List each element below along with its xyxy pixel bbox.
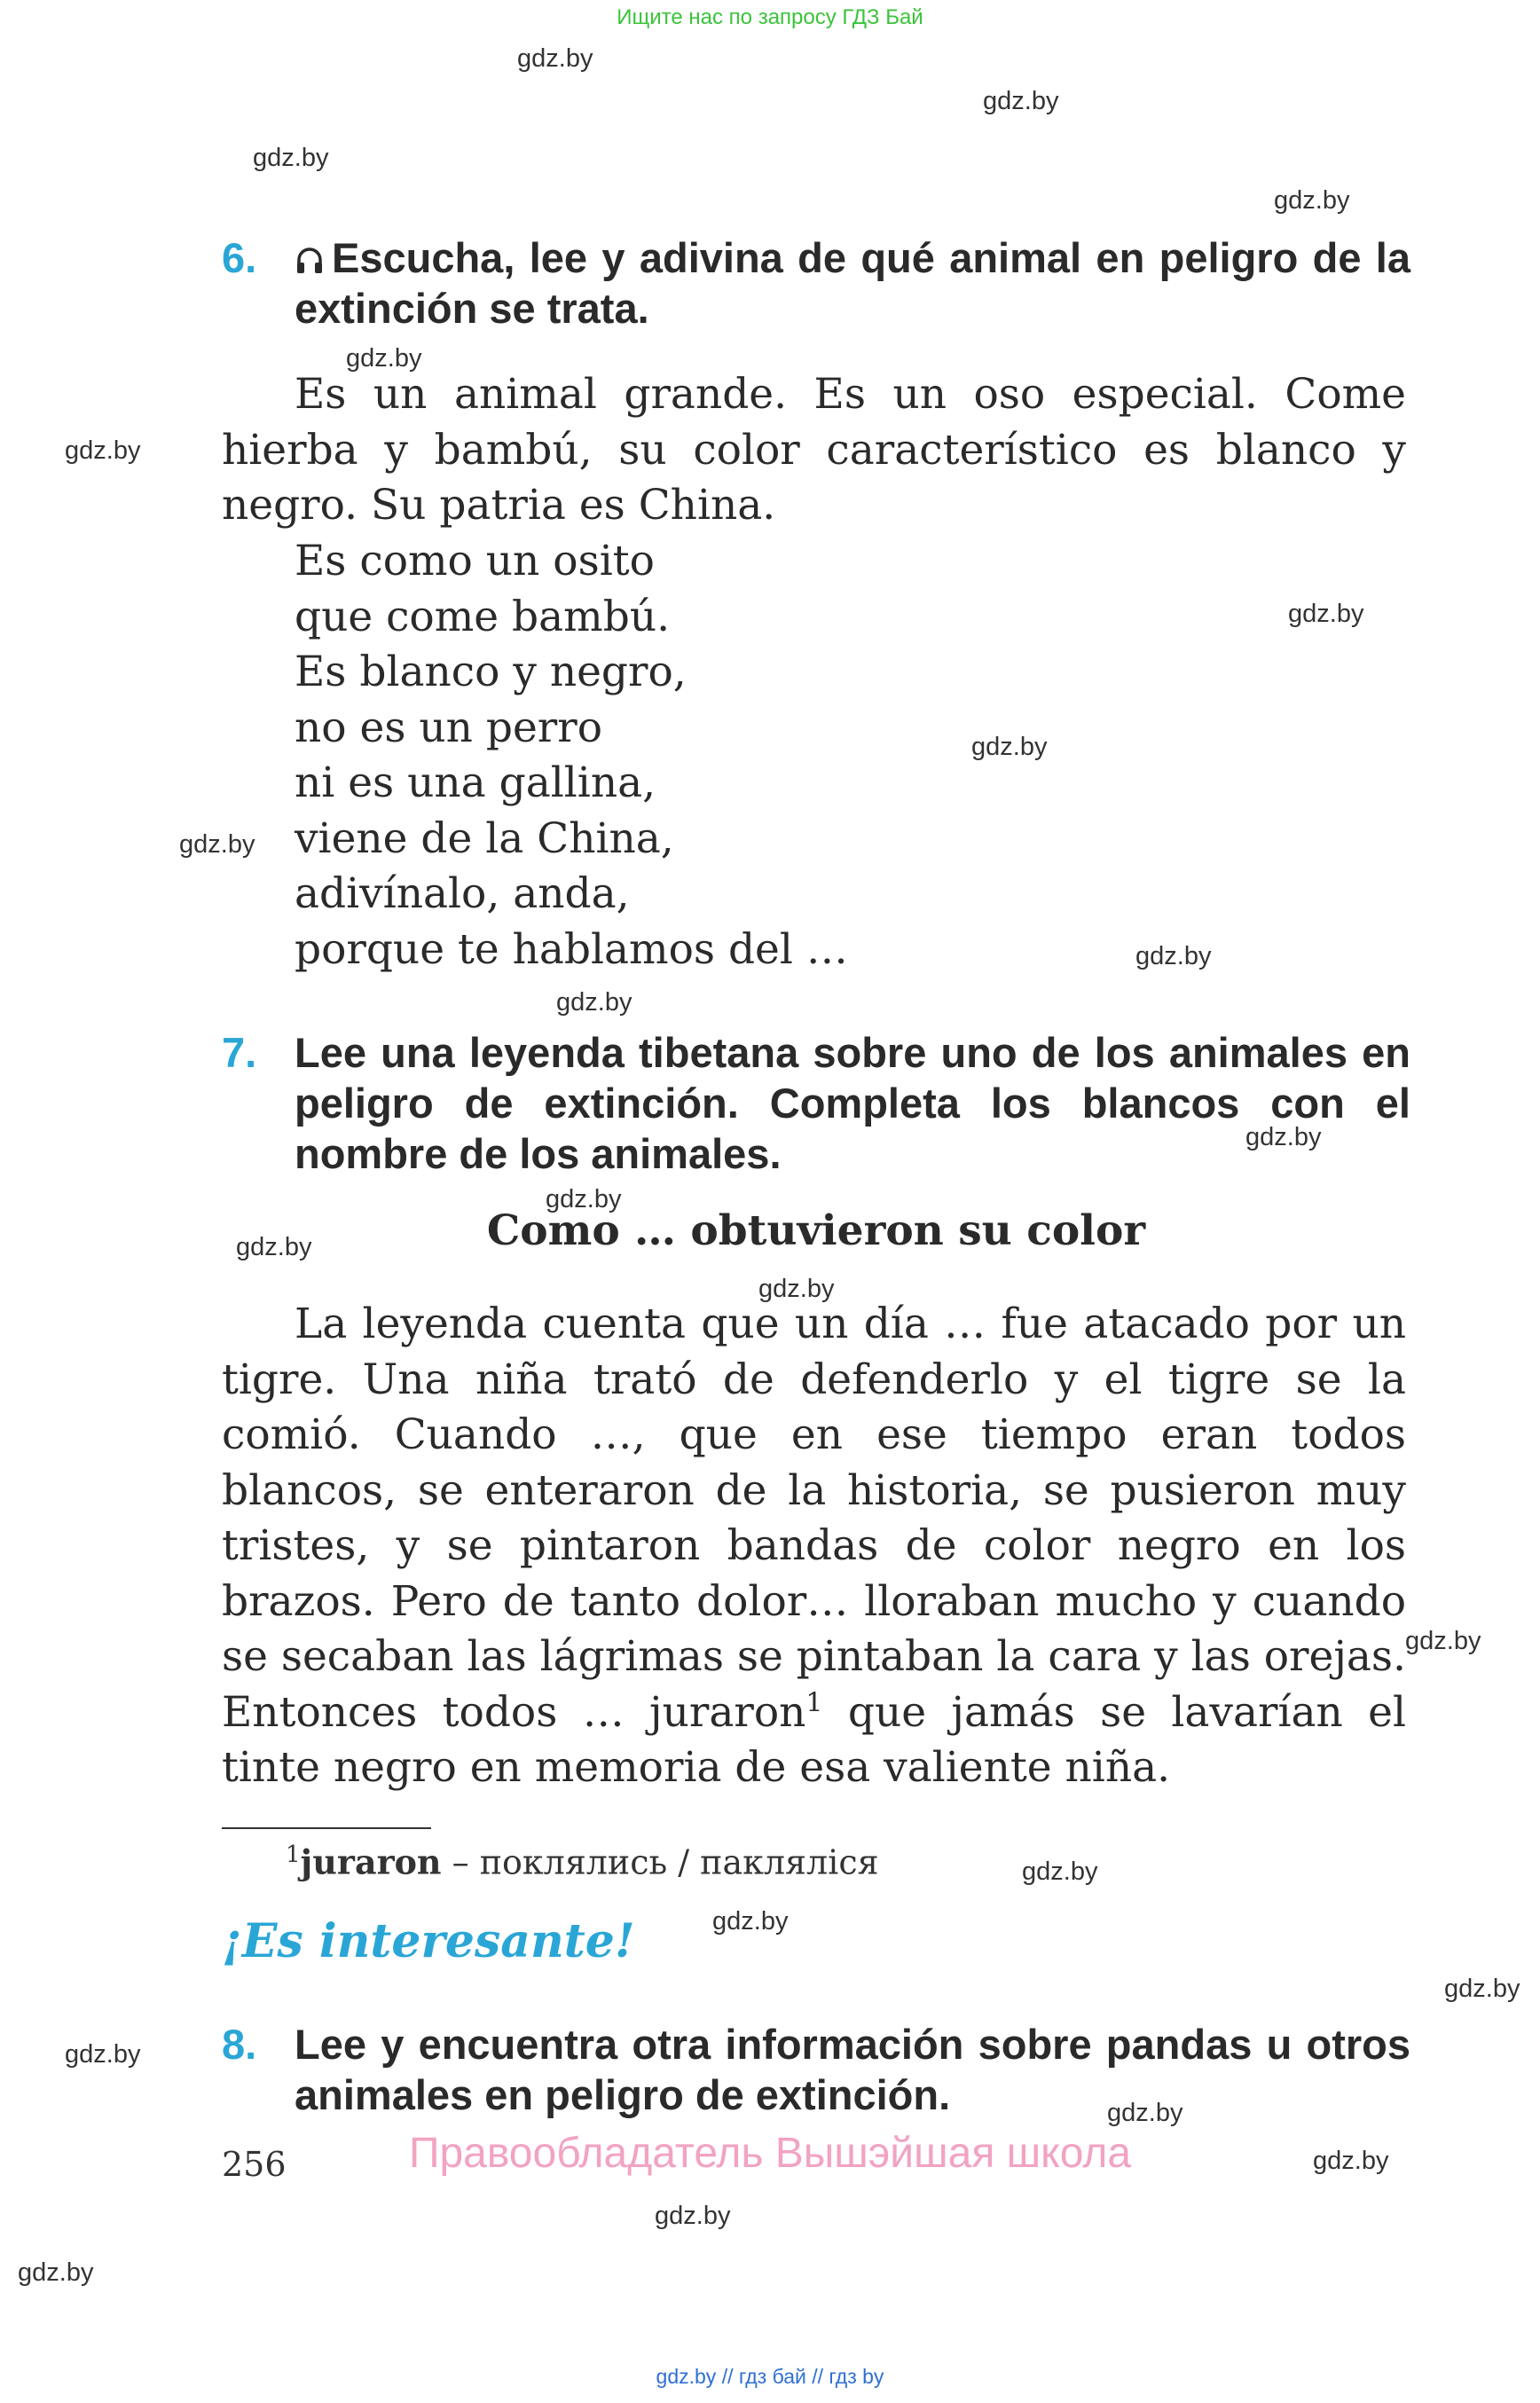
task-6-paragraph <box>222 367 1406 534</box>
legend-title: Como … obtuvieron su color <box>486 1206 1146 1255</box>
legend-text-part-2: que jamás se lavarían el tinte negro en memoria de esa valiente niña. <box>222 1687 1406 1792</box>
legend-text <box>222 1297 1406 1796</box>
watermark: gdz.by <box>546 1185 622 1213</box>
watermark: gdz.by <box>1313 2147 1389 2175</box>
watermark: gdz.by <box>971 733 1048 761</box>
watermark: gdz.by <box>179 830 255 859</box>
task-instruction <box>295 232 1410 334</box>
poem-line: porque te hablamos del … <box>295 924 848 974</box>
task-instruction: Lee y encuentra otra información sobre pandas u otros animales en peligro de extinción. <box>295 2021 1410 2118</box>
watermark: gdz.by <box>655 2202 731 2230</box>
watermark: gdz.by <box>1107 2099 1183 2127</box>
watermark: gdz.by <box>346 344 422 373</box>
poem-line: ni es una gallina, <box>295 758 656 807</box>
headphones-icon <box>295 246 325 276</box>
watermark: gdz.by <box>1288 600 1364 628</box>
legend-text-part-1: La leyenda cuenta que un día … fue atacado por un tigre. Una niña trató de defenderlo y el tigre se la comió. Cuando …, que en ese tiempo eran todos blancos, se enteraron de la historia, se pusieron muy tristes, y se pintaron bandas de color negro en los brazos. Pero de tanto dolor… lloraban mucho y cuando se secaban las lágrimas se pintaban la cara y las orejas. Entonces todos … juraron <box>222 1300 1406 1737</box>
watermark: gdz.by <box>65 2040 141 2069</box>
footnote-translation: – поклялись / пакляліся <box>441 1842 879 1882</box>
task-6 <box>222 232 1410 334</box>
footnote-number: 1 <box>286 1842 301 1868</box>
poem-line: Es blanco y negro, <box>295 648 687 696</box>
paragraph-text: Es un animal grande. Es un oso especial. Come hierba y bambú, su color característico es blanco y negro. Su patria es China. <box>222 370 1406 530</box>
top-banner: Ищите нас по запросу ГДЗ Бай <box>617 5 923 29</box>
footnote-term: juraron <box>300 1842 442 1882</box>
watermark: gdz.by <box>253 144 329 172</box>
watermark: gdz.by <box>556 988 632 1017</box>
task-8 <box>222 2019 1410 2120</box>
copyright-notice: Правообладатель Вышэйшая школа <box>408 2130 1132 2177</box>
watermark: gdz.by <box>18 2258 94 2287</box>
task-instruction: Lee una leyenda tibetana sobre uno de los animales en peligro de extinción. Completa los blancos con el nombre de los animales. <box>295 1029 1410 1177</box>
riddle-poem <box>295 534 848 978</box>
watermark: gdz.by <box>1245 1123 1322 1151</box>
watermark: gdz.by <box>1274 186 1350 215</box>
watermark: gdz.by <box>1444 1975 1520 2003</box>
footnote <box>286 1842 879 1882</box>
footnote-divider <box>222 1827 431 1829</box>
watermark: gdz.by <box>758 1275 835 1303</box>
watermark: gdz.by <box>1022 1857 1098 1886</box>
watermark: gdz.by <box>517 44 593 73</box>
watermark: gdz.by <box>712 1907 789 1936</box>
poem-line: viene de la China, <box>295 813 674 863</box>
poem-line: adivínalo, anda, <box>295 869 630 918</box>
watermark: gdz.by <box>1405 1627 1481 1655</box>
task-number: 8. <box>222 2021 257 2068</box>
watermark: gdz.by <box>65 436 141 465</box>
poem-line: que come bambú. <box>295 592 671 641</box>
footnote-mark: 1 <box>805 1686 823 1718</box>
poem-line: no es un perro <box>295 703 602 752</box>
task-number: 6. <box>222 234 257 281</box>
task-7 <box>222 1027 1410 1179</box>
interesting-heading: ¡Es interesante! <box>222 1914 635 1968</box>
watermark: gdz.by <box>983 87 1059 115</box>
bottom-banner: gdz.by // гдз бай // гдз by <box>656 2365 884 2388</box>
legend-paragraph <box>222 1297 1406 1796</box>
poem-line: Es como un osito <box>295 537 655 585</box>
task-6-text: Escucha, lee y adivina de qué animal en peligro de la extinción se trata. <box>295 234 1410 332</box>
task-number: 7. <box>222 1029 257 1076</box>
watermark: gdz.by <box>1135 942 1212 970</box>
watermark: gdz.by <box>236 1233 312 1261</box>
page-number: 256 <box>222 2145 287 2184</box>
